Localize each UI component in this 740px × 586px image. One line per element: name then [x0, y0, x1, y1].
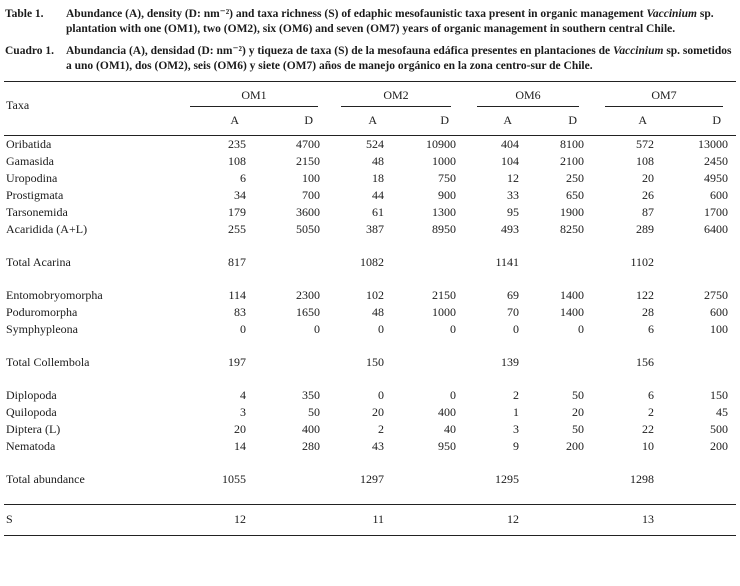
row-label [4, 238, 144, 254]
data-table [4, 81, 736, 536]
row-label: Prostigmata [6, 187, 64, 202]
cell-value: 950 [438, 438, 456, 453]
cell-value: 13000 [698, 136, 728, 151]
cell-value [392, 504, 464, 535]
cell-value: 817 [228, 254, 246, 269]
cell-value: 45 [716, 404, 728, 419]
group-header-om7 [592, 81, 736, 107]
cell-value: 1297 [360, 471, 384, 486]
cell-value: 13 [592, 504, 662, 535]
cell-value: 10900 [426, 136, 456, 151]
cell-value: 524 [366, 136, 384, 151]
cell-value: 197 [228, 354, 246, 369]
cell-value: 12 [464, 504, 527, 535]
row-label: Entomobryomorpha [6, 287, 103, 302]
row-label: Symphypleona [6, 321, 78, 336]
table-row [4, 287, 736, 304]
taxa-column-header: Taxa [4, 81, 144, 135]
cell-value: 2 [513, 387, 519, 402]
cell-value [527, 371, 592, 387]
cell-value: 200 [710, 438, 728, 453]
cell-value [392, 338, 464, 354]
cell-value: 6 [240, 170, 246, 185]
group-label: OM2 [383, 87, 409, 102]
cell-value: 108 [636, 153, 654, 168]
cell-value [662, 271, 736, 287]
cell-value: 26 [642, 187, 654, 202]
cell-value: 900 [438, 187, 456, 202]
subheader-d: D [254, 107, 328, 136]
cell-value: 2 [648, 404, 654, 419]
subheader-d: D [527, 107, 592, 136]
cell-value [662, 504, 736, 535]
cell-value: 2150 [296, 153, 320, 168]
cell-value [392, 254, 464, 271]
cell-value [144, 455, 254, 471]
cell-value [527, 338, 592, 354]
cell-value [662, 338, 736, 354]
cell-value: 250 [566, 170, 584, 185]
cell-value: 1141 [495, 254, 519, 269]
cell-value: 102 [366, 287, 384, 302]
caption-english-text-2: sp. plantation with one (OM1), two (OM2), six (OM6) and seven (OM7) years of organic management in southern central Chile. [66, 8, 714, 35]
cell-value [254, 504, 328, 535]
cell-value: 20 [372, 404, 384, 419]
cell-value: 350 [302, 387, 320, 402]
cell-value: 6 [648, 387, 654, 402]
row-label: Gamasida [6, 153, 54, 168]
cell-value [254, 371, 328, 387]
cell-value: 150 [366, 354, 384, 369]
cell-value [144, 338, 254, 354]
cell-value [662, 238, 736, 254]
spacer-row [4, 455, 736, 471]
cell-value: 34 [234, 187, 246, 202]
table-row [4, 404, 736, 421]
subheader-d: D [392, 107, 464, 136]
cell-value: 8250 [560, 221, 584, 236]
cell-value: 0 [378, 387, 384, 402]
cell-value [592, 371, 662, 387]
cell-value: 3 [240, 404, 246, 419]
cell-value: 1400 [560, 304, 584, 319]
cell-value: 1 [513, 404, 519, 419]
cell-value [527, 488, 592, 505]
cell-value: 2100 [560, 153, 584, 168]
cell-value: 12 [507, 170, 519, 185]
cell-value [592, 271, 662, 287]
cell-value: 50 [308, 404, 320, 419]
group-header-row [4, 81, 736, 107]
caption-spanish-label: Cuadro 1. [5, 44, 54, 57]
cell-value: 150 [710, 387, 728, 402]
cell-value: 139 [501, 354, 519, 369]
cell-value: 156 [636, 354, 654, 369]
cell-value: 1055 [222, 471, 246, 486]
cell-value: 1650 [296, 304, 320, 319]
cell-value: 43 [372, 438, 384, 453]
caption-spanish-text-2: sp. sometidos a uno (OM1), dos (OM2), seis (OM6) y siete (OM7) años de manejo orgánico en la zona centro-sur de Chile. [66, 44, 732, 72]
cell-value [592, 488, 662, 505]
row-label [4, 371, 144, 387]
cell-value: 700 [302, 187, 320, 202]
cell-value [464, 271, 527, 287]
cell-value: 400 [438, 404, 456, 419]
cell-value [144, 488, 254, 505]
row-label: Oribatida [6, 136, 52, 151]
cell-value: 0 [513, 321, 519, 336]
subheader-d: D [662, 107, 736, 136]
cell-value: 11 [328, 504, 392, 535]
cell-value [527, 455, 592, 471]
cell-value: 200 [566, 438, 584, 453]
group-header-om2 [328, 81, 464, 107]
cell-value: 20 [572, 404, 584, 419]
group-label: OM6 [515, 87, 541, 102]
cell-value [527, 471, 592, 488]
cell-value: 255 [228, 221, 246, 236]
cell-value: 1400 [560, 287, 584, 302]
cell-value: 10 [642, 438, 654, 453]
cell-value: 600 [710, 187, 728, 202]
table-body [4, 135, 736, 535]
row-label: Total abundance [6, 471, 85, 486]
cell-value [464, 488, 527, 505]
cell-value [527, 271, 592, 287]
cell-value: 2150 [432, 287, 456, 302]
cell-value: 1900 [560, 204, 584, 219]
cell-value: 650 [566, 187, 584, 202]
spacer-row [4, 488, 736, 505]
table-row [4, 187, 736, 204]
caption-spanish-text-1: Abundancia (A), densidad (D: nm⁻²) y tiqueza de taxa (S) de la mesofauna edáfica presentes en plantaciones de [66, 44, 613, 57]
cell-value [254, 271, 328, 287]
row-label [4, 488, 144, 505]
cell-value: 48 [372, 153, 384, 168]
table-row [4, 504, 736, 535]
cell-value: 1300 [432, 204, 456, 219]
cell-value [527, 254, 592, 271]
cell-value: 22 [642, 421, 654, 436]
table-row [4, 438, 736, 455]
cell-value: 18 [372, 170, 384, 185]
cell-value: 1102 [630, 254, 654, 269]
table-row [4, 221, 736, 238]
table-row [4, 354, 736, 371]
row-label [4, 455, 144, 471]
cell-value [592, 455, 662, 471]
cell-value: 280 [302, 438, 320, 453]
cell-value: 70 [507, 304, 519, 319]
cell-value [464, 338, 527, 354]
group-header-om6 [464, 81, 592, 107]
cell-value [254, 238, 328, 254]
cell-value: 3600 [296, 204, 320, 219]
caption-english-text-1: Abundance (A), density (D: nm⁻²) and taxa richness (S) of edaphic mesofaunistic taxa present in organic management [66, 8, 647, 20]
caption-english-label: Table 1. [5, 8, 44, 20]
cell-value: 50 [572, 421, 584, 436]
cell-value [527, 354, 592, 371]
table-row [4, 254, 736, 271]
cell-value: 0 [240, 321, 246, 336]
cell-value: 179 [228, 204, 246, 219]
row-label: Diplopoda [6, 387, 57, 402]
cell-value: 6 [648, 321, 654, 336]
cell-value: 500 [710, 421, 728, 436]
cell-value [464, 455, 527, 471]
cell-value [527, 238, 592, 254]
spacer-row [4, 271, 736, 287]
row-label: Total Acarina [6, 254, 71, 269]
cell-value [662, 371, 736, 387]
cell-value: 40 [444, 421, 456, 436]
cell-value: 2750 [704, 287, 728, 302]
cell-value [662, 254, 736, 271]
cell-value [144, 271, 254, 287]
spacer-row [4, 238, 736, 254]
cell-value: 100 [302, 170, 320, 185]
cell-value [662, 455, 736, 471]
cell-value [328, 371, 392, 387]
row-label: Diptera (L) [6, 421, 61, 436]
table-row [4, 170, 736, 187]
cell-value: 2450 [704, 153, 728, 168]
caption-spanish [4, 44, 736, 74]
cell-value: 4 [240, 387, 246, 402]
group-header-om1 [144, 81, 328, 107]
cell-value: 400 [302, 421, 320, 436]
cell-value [464, 238, 527, 254]
cell-value: 0 [450, 321, 456, 336]
cell-value [662, 488, 736, 505]
cell-value: 6400 [704, 221, 728, 236]
subheader-a: A [144, 107, 254, 136]
cell-value [662, 354, 736, 371]
cell-value [254, 471, 328, 488]
row-label: Tarsonemida [6, 204, 68, 219]
cell-value: 1082 [360, 254, 384, 269]
cell-value [254, 354, 328, 371]
cell-value: 404 [501, 136, 519, 151]
cell-value [392, 238, 464, 254]
cell-value: 20 [642, 170, 654, 185]
spacer-row [4, 371, 736, 387]
cell-value [254, 455, 328, 471]
cell-value: 1700 [704, 204, 728, 219]
cell-value: 50 [572, 387, 584, 402]
cell-value [392, 371, 464, 387]
cell-value: 493 [501, 221, 519, 236]
row-label: Nematoda [6, 438, 56, 453]
cell-value: 122 [636, 287, 654, 302]
cell-value [328, 488, 392, 505]
cell-value: 0 [314, 321, 320, 336]
cell-value [527, 504, 592, 535]
cell-value: 1000 [432, 304, 456, 319]
cell-value [254, 488, 328, 505]
table-row [4, 153, 736, 170]
row-label: Quilopoda [6, 404, 57, 419]
cell-value: 114 [228, 287, 246, 302]
cell-value [144, 238, 254, 254]
caption-english [4, 7, 736, 37]
subheader-a: A [464, 107, 527, 136]
cell-value [392, 271, 464, 287]
row-label: Total Collembola [6, 354, 90, 369]
cell-value: 1298 [630, 471, 654, 486]
cell-value: 0 [450, 387, 456, 402]
row-label: Uropodina [6, 170, 58, 185]
cell-value: 8100 [560, 136, 584, 151]
cell-value: 1000 [432, 153, 456, 168]
subheader-a: A [328, 107, 392, 136]
cell-value: 1295 [495, 471, 519, 486]
cell-value [464, 371, 527, 387]
cell-value: 20 [234, 421, 246, 436]
table-row [4, 304, 736, 321]
cell-value [328, 238, 392, 254]
table-row [4, 135, 736, 153]
cell-value: 12 [144, 504, 254, 535]
cell-value: 33 [507, 187, 519, 202]
row-label [4, 338, 144, 354]
cell-value [592, 338, 662, 354]
row-label: S [4, 504, 144, 535]
cell-value: 44 [372, 187, 384, 202]
table-row [4, 387, 736, 404]
cell-value: 750 [438, 170, 456, 185]
cell-value: 572 [636, 136, 654, 151]
cell-value [592, 238, 662, 254]
cell-value: 100 [710, 321, 728, 336]
cell-value: 0 [378, 321, 384, 336]
cell-value [392, 354, 464, 371]
row-label [4, 271, 144, 287]
table-row [4, 421, 736, 438]
table-row [4, 471, 736, 488]
cell-value: 387 [366, 221, 384, 236]
cell-value [662, 471, 736, 488]
cell-value: 2300 [296, 287, 320, 302]
cell-value: 69 [507, 287, 519, 302]
cell-value: 9 [513, 438, 519, 453]
subheader-a: A [592, 107, 662, 136]
cell-value: 3 [513, 421, 519, 436]
table-row [4, 204, 736, 221]
cell-value: 4950 [704, 170, 728, 185]
cell-value [392, 471, 464, 488]
cell-value: 14 [234, 438, 246, 453]
cell-value [392, 455, 464, 471]
table-header [4, 81, 736, 135]
spacer-row [4, 338, 736, 354]
cell-value: 289 [636, 221, 654, 236]
cell-value: 5050 [296, 221, 320, 236]
cell-value [328, 455, 392, 471]
caption-spanish-genus: Vaccinium [612, 44, 664, 57]
cell-value: 28 [642, 304, 654, 319]
cell-value: 235 [228, 136, 246, 151]
cell-value: 8950 [432, 221, 456, 236]
cell-value: 600 [710, 304, 728, 319]
cell-value: 83 [234, 304, 246, 319]
cell-value: 48 [372, 304, 384, 319]
cell-value: 61 [372, 204, 384, 219]
group-label: OM7 [651, 87, 677, 102]
row-label: Poduromorpha [6, 304, 78, 319]
cell-value: 2 [378, 421, 384, 436]
cell-value: 87 [642, 204, 654, 219]
caption-english-genus: Vaccinium [646, 8, 697, 20]
row-label: Acaridida (A+L) [6, 221, 88, 236]
cell-value: 104 [501, 153, 519, 168]
group-label: OM1 [241, 87, 267, 102]
cell-value [328, 338, 392, 354]
table-row [4, 321, 736, 338]
cell-value [254, 338, 328, 354]
cell-value: 95 [507, 204, 519, 219]
cell-value [254, 254, 328, 271]
cell-value: 0 [578, 321, 584, 336]
cell-value: 108 [228, 153, 246, 168]
cell-value [144, 371, 254, 387]
cell-value [328, 271, 392, 287]
cell-value: 4700 [296, 136, 320, 151]
cell-value [392, 488, 464, 505]
